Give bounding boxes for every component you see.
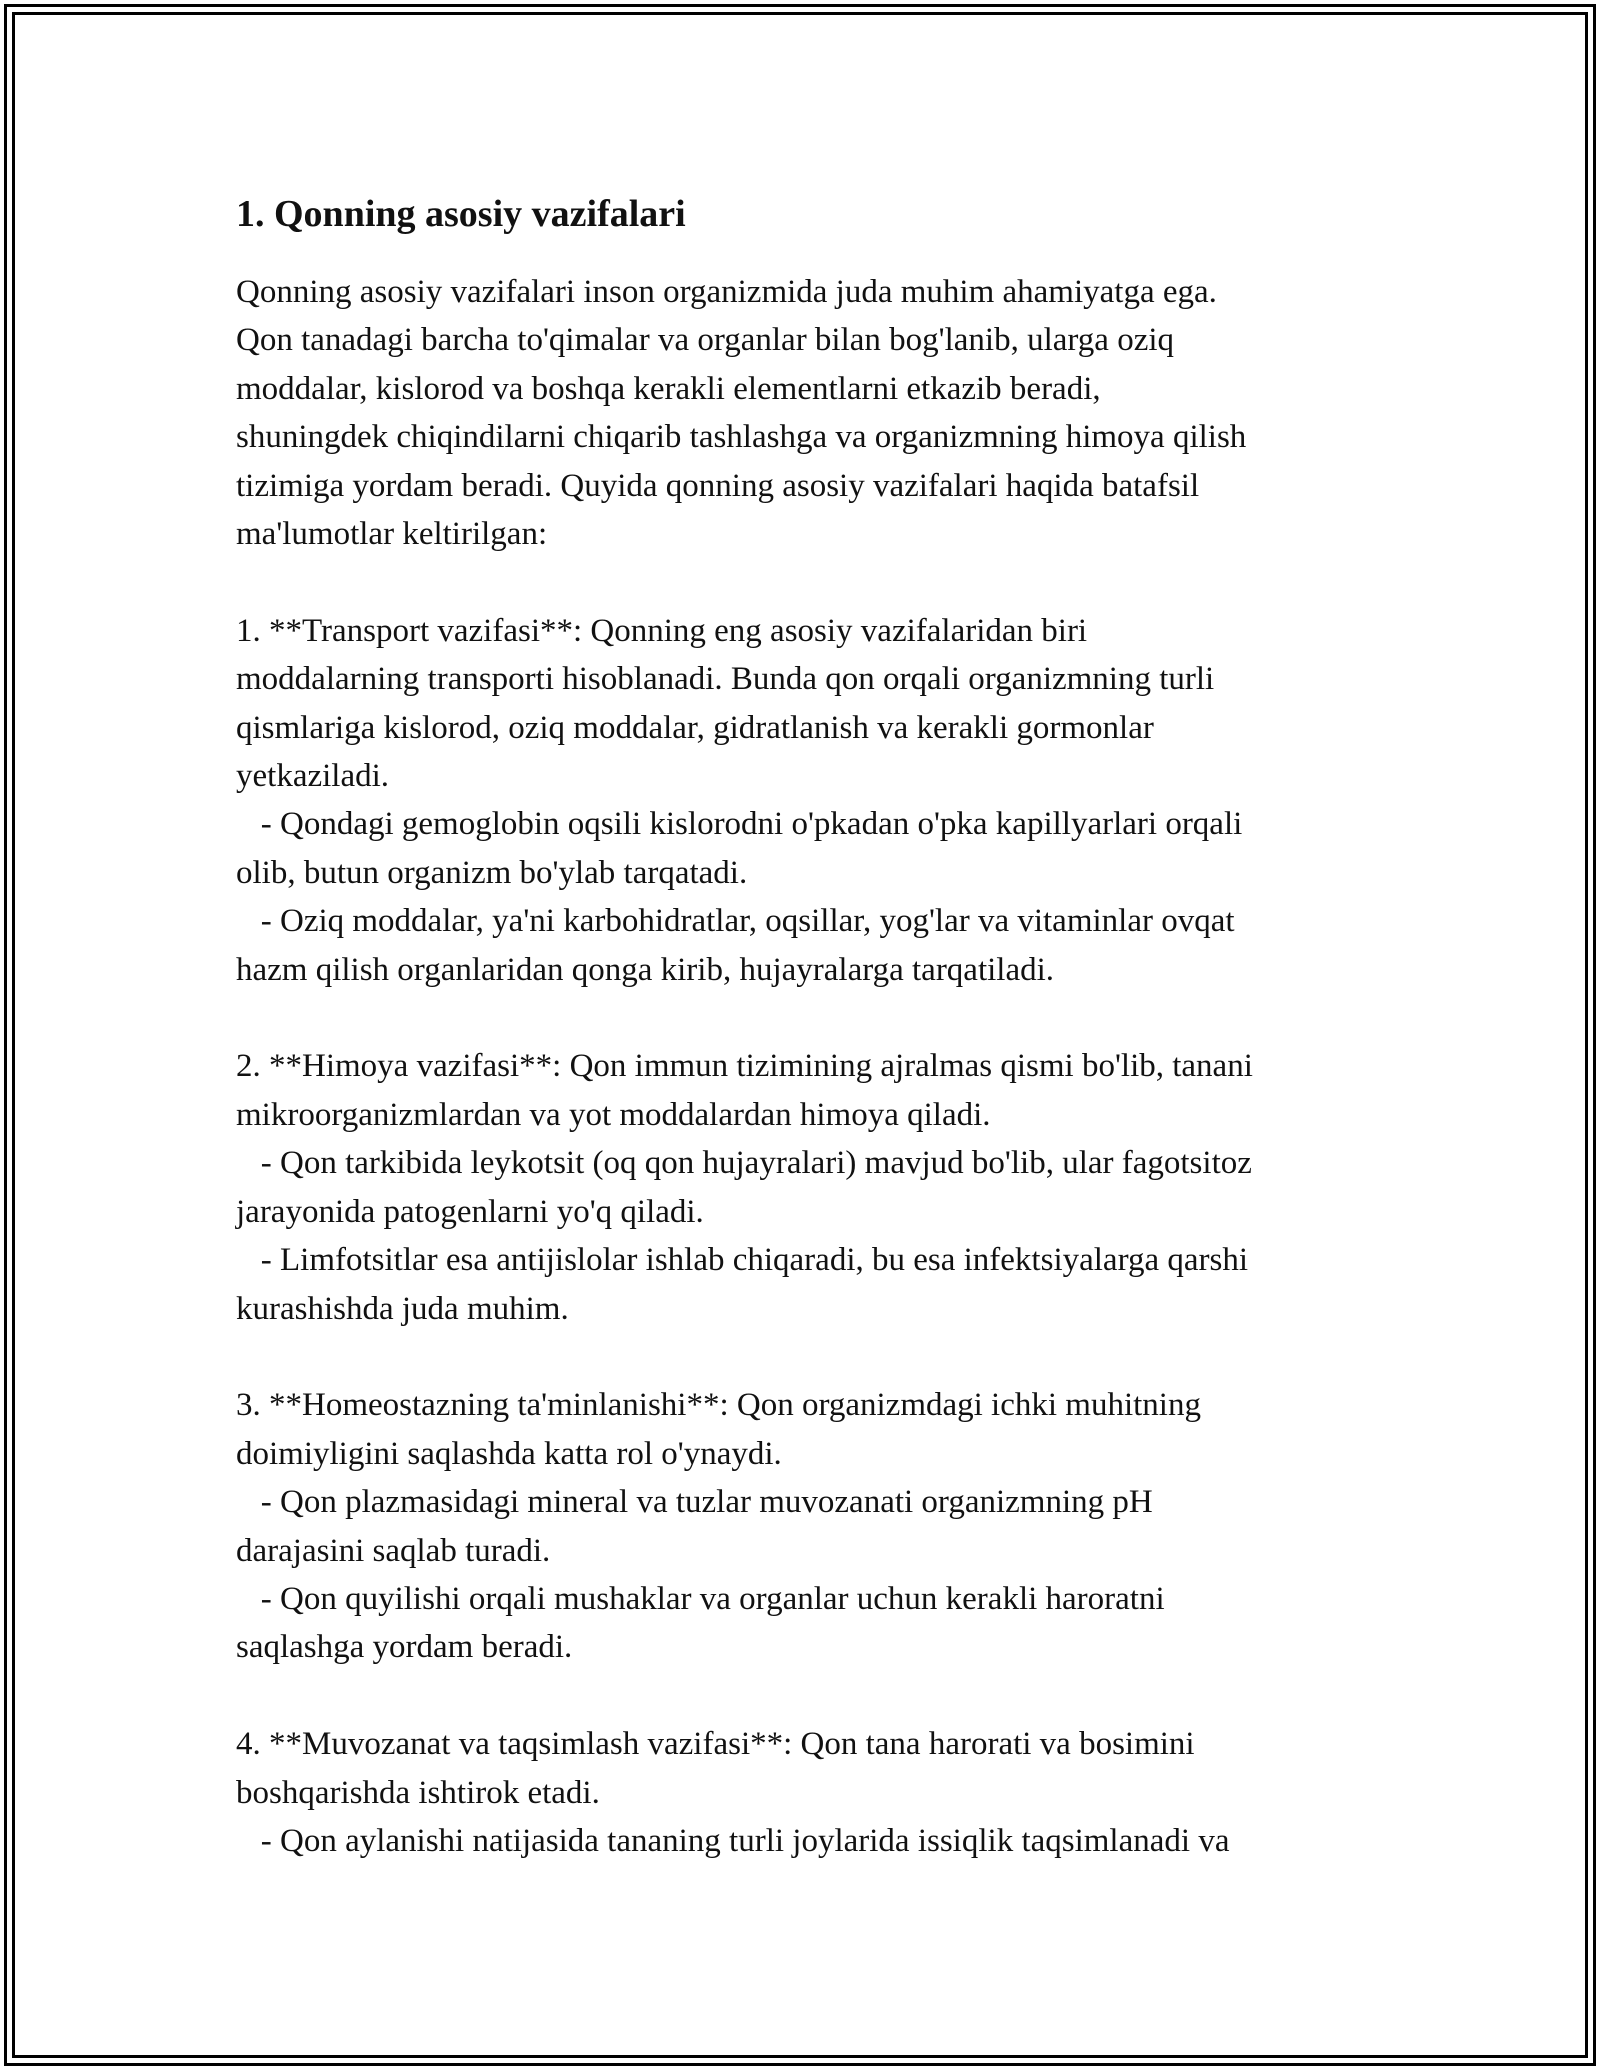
text-line: - Qondagi gemoglobin oqsili kislorodni o'pkadan o'pka kapillyarlari orqali (236, 806, 1243, 843)
text-line: 4. **Muvozanat va taqsimlash vazifasi**: Qon tana harorati va bosimini (236, 1726, 1195, 1763)
text-line: darajasini saqlab turadi. (236, 1532, 551, 1569)
paragraph (236, 1381, 1376, 1671)
text-line: shuningdek chiqindilarni chiqarib tashlashga va organizmning himoya qilish (236, 419, 1247, 456)
text-line: - Qon quyilishi orqali mushaklar va organlar uchun kerakli haroratni (236, 1580, 1165, 1617)
text-line: qismlariga kislorod, oziq moddalar, gidratlanish va kerakli gormonlar (236, 709, 1154, 746)
text-line: mikroorganizmlardan va yot moddalardan himoya qiladi. (236, 1096, 991, 1133)
paragraph-gap (236, 994, 1376, 1042)
paragraph (236, 607, 1376, 994)
text-line: hazm qilish organlaridan qonga kirib, hujayralarga tarqatiladi. (236, 951, 1055, 988)
text-line: Qon tanadagi barcha to'qimalar va organlar bilan bog'lanib, ularga oziq (236, 322, 1175, 359)
text-line: doimiyligini saqlashda katta rol o'ynaydi. (236, 1435, 782, 1472)
text-line: tizimiga yordam beradi. Quyida qonning asosiy vazifalari haqida batafsil (236, 467, 1200, 504)
text-line: boshqarishda ishtirok etadi. (236, 1774, 600, 1811)
paragraph-gap (236, 1672, 1376, 1720)
paragraph-gap (236, 1333, 1376, 1381)
text-line: Qonning asosiy vazifalari inson organizmida juda muhim ahamiyatga ega. (236, 274, 1217, 310)
text-line: 2. **Himoya vazifasi**: Qon immun tizimining ajralmas qismi bo'lib, tanani (236, 1048, 1253, 1085)
text-line: yetkaziladi. (236, 758, 390, 795)
text-line: ma'lumotlar keltirilgan: (236, 516, 548, 553)
document-body (236, 186, 1376, 1865)
text-line: 3. **Homeostazning ta'minlanishi**: Qon organizmdagi ichki muhitning (236, 1387, 1201, 1424)
text-line: olib, butun organizm bo'ylab tarqatadi. (236, 854, 748, 891)
text-line: 1. **Transport vazifasi**: Qonning eng asosiy vazifalaridan biri (236, 612, 1088, 649)
paragraph (236, 1720, 1376, 1865)
text-line: - Qon aylanishi natijasida tananing turli joylarida issiqlik taqsimlanadi va (236, 1822, 1230, 1859)
text-line: - Limfotsitlar esa antijislolar ishlab chiqaradi, bu esa infektsiyalarga qarshi (236, 1242, 1249, 1279)
text-line: kurashishda juda muhim. (236, 1290, 569, 1327)
text-line: moddalarning transporti hisoblanadi. Bunda qon orqali organizmning turli (236, 661, 1215, 698)
text-line: moddalar, kislorod va boshqa kerakli elementlarni etkazib beradi, (236, 370, 1101, 407)
paragraph (236, 1042, 1376, 1332)
text-line: - Qon tarkibida leykotsit (oq qon hujayralari) mavjud bo'lib, ular fagotsitoz (236, 1145, 1252, 1182)
text-line: saqlashga yordam beradi. (236, 1629, 573, 1666)
document-text (236, 268, 1376, 1865)
section-heading: 1. Qonning asosiy vazifalari (236, 193, 686, 235)
text-line: - Qon plazmasidagi mineral va tuzlar muvozanati organizmning pH (236, 1484, 1153, 1521)
text-line: jarayonida patogenlarni yo'q qiladi. (236, 1193, 704, 1230)
paragraph-gap (236, 558, 1376, 606)
text-line: - Oziq moddalar, ya'ni karbohidratlar, oqsillar, yog'lar va vitaminlar ovqat (236, 903, 1235, 940)
paragraph (236, 268, 1376, 558)
